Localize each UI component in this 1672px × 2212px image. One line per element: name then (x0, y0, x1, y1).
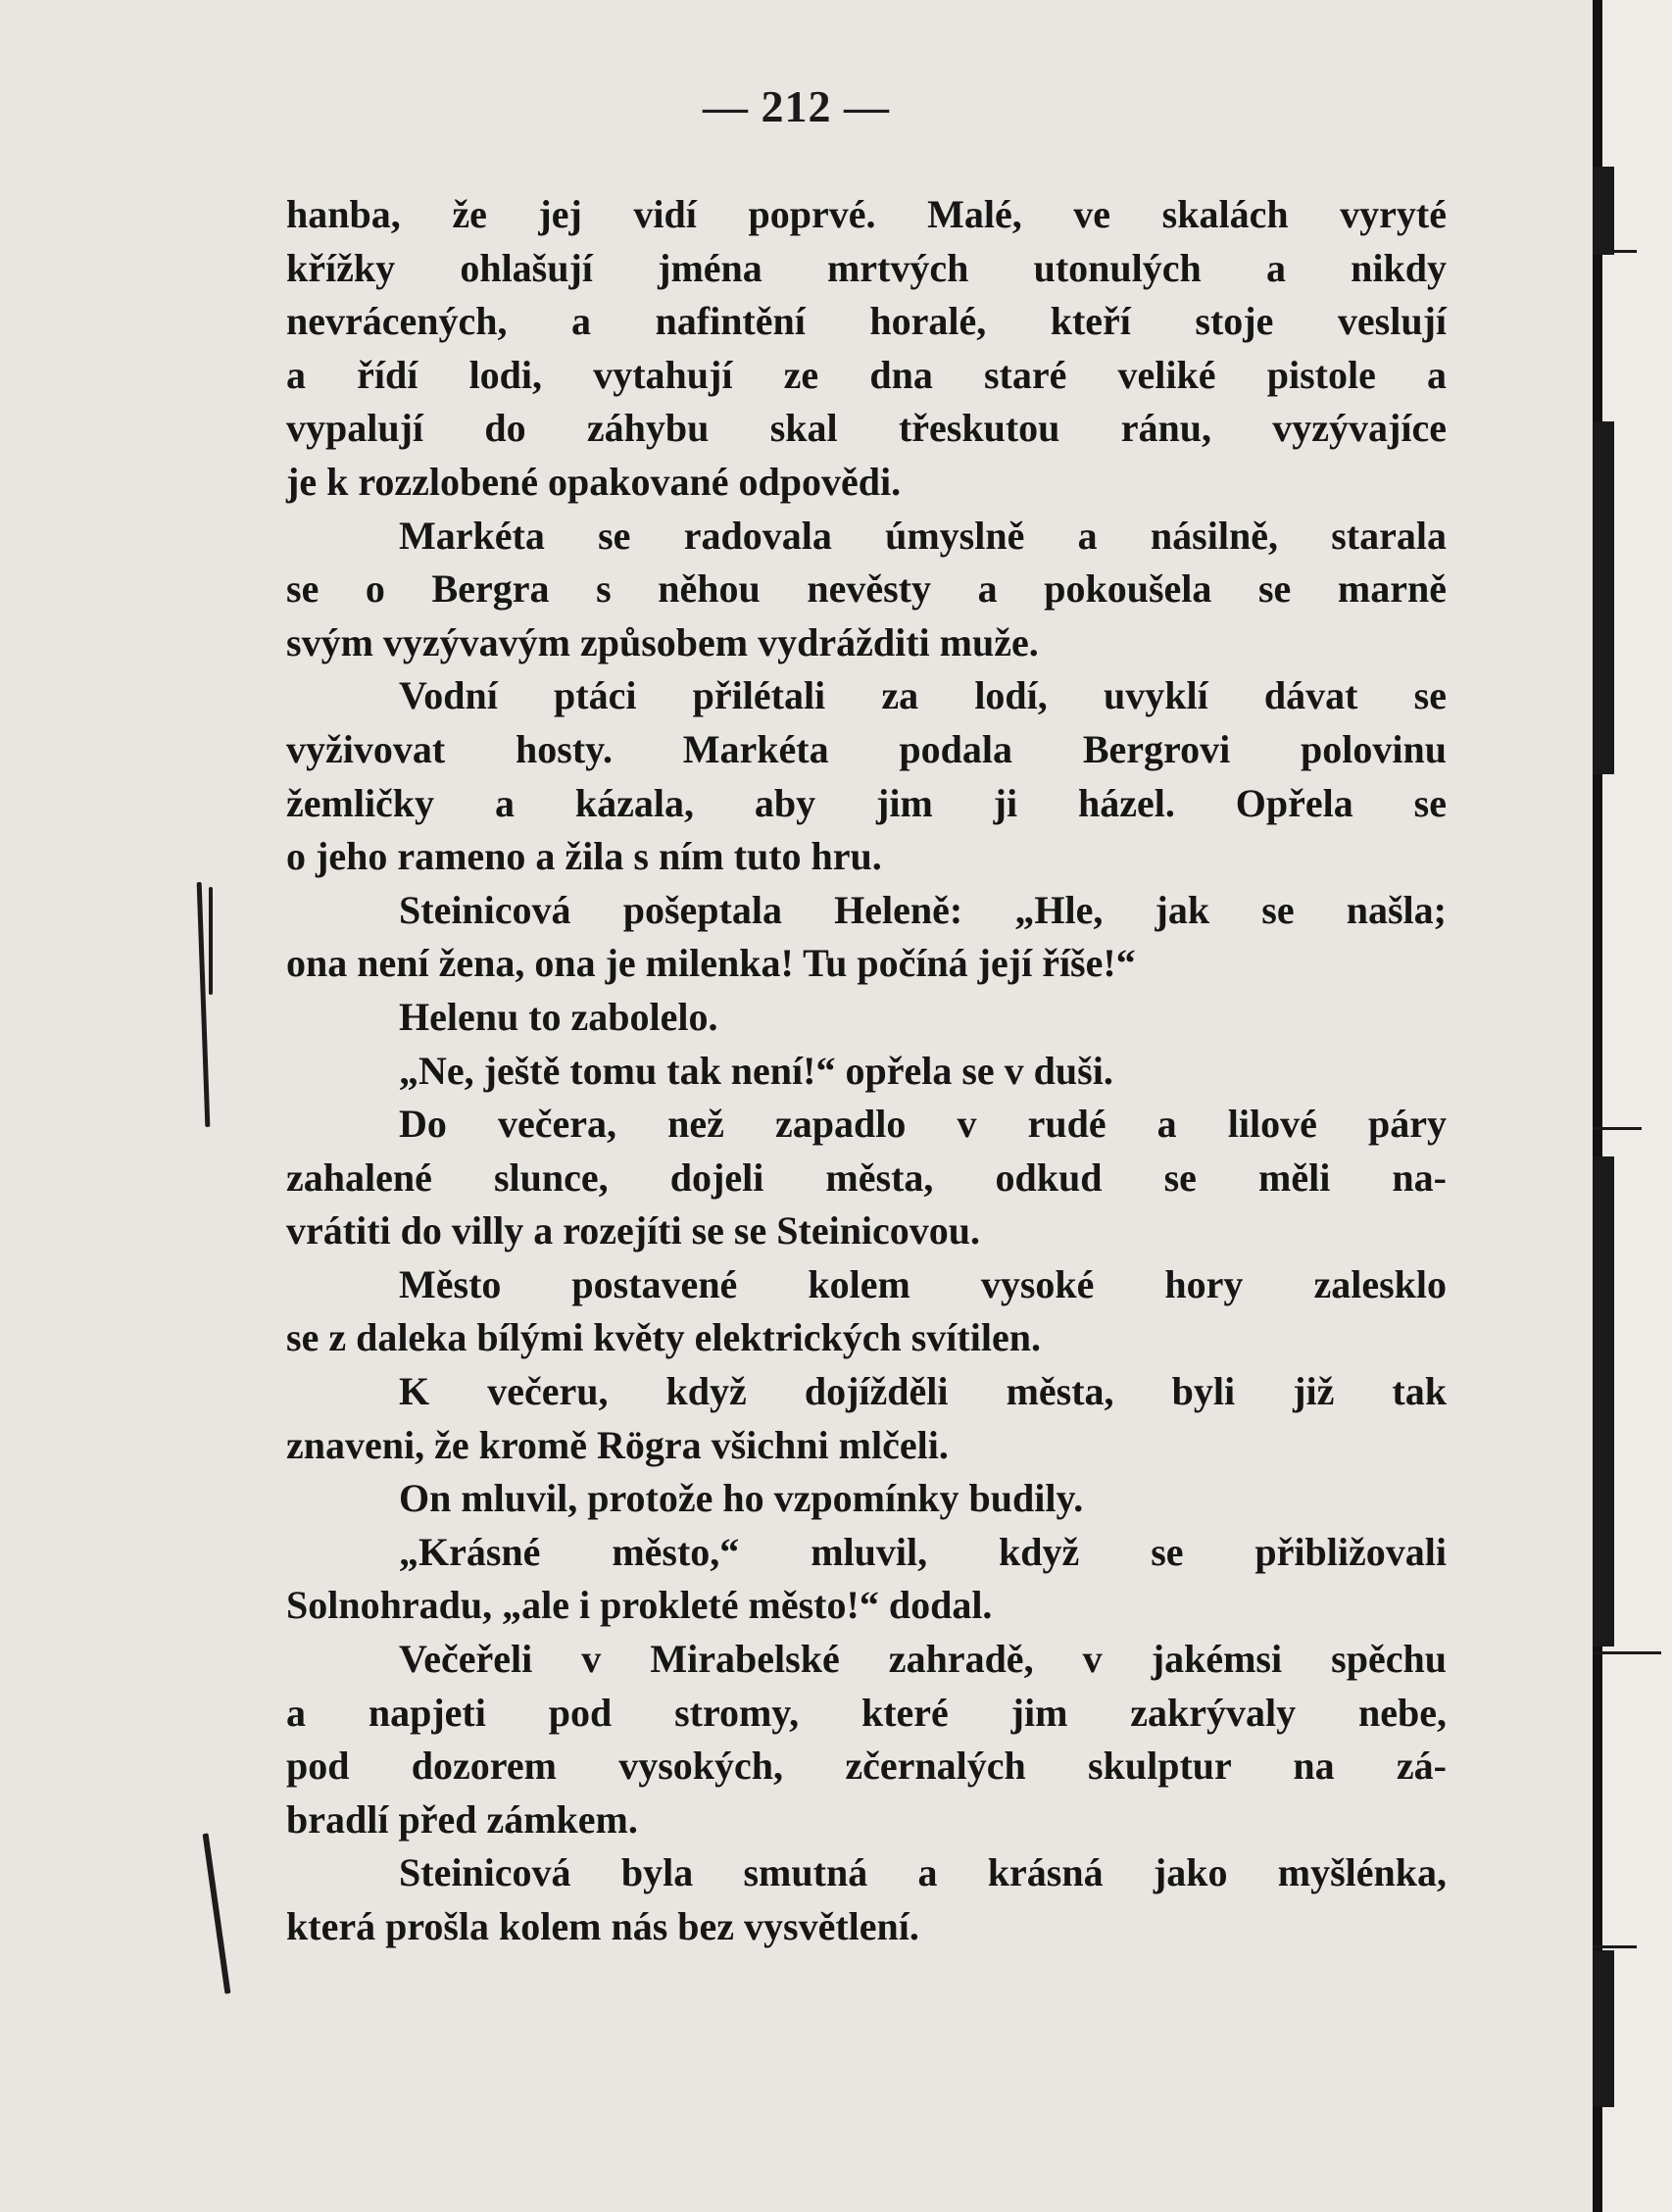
text-line: zahalené slunce, dojeli města, odkud se měli na- (286, 1155, 1447, 1200)
margin-pencil-mark (203, 1833, 231, 1993)
text-line: vypalují do záhybu skal třeskutou ránu, vyzývajíce (286, 406, 1447, 451)
text-line: hanba, že jej vidí poprvé. Malé, ve skalách vyryté (286, 192, 1447, 236)
text-line: nevrácených, a nafintění horalé, kteří stoje veslují (286, 299, 1447, 344)
text-line: vyživovat hosty. Markéta podala Bergrovi polovinu (286, 726, 1447, 771)
text-line: Steinicová byla smutná a krásná jako myšlénka, (399, 1850, 1447, 1895)
text-line: „Ne, ještě tomu tak není!“ opřela se v duši. (399, 1048, 1113, 1093)
text-line: žemličky a kázala, aby jim ji házel. Opřela se (286, 780, 1447, 825)
text-line: Steinicová pošeptala Heleně: „Hle, jak se našla; (399, 887, 1447, 932)
text-line: pod dozorem vysokých, zčernalých skulptur na zá- (286, 1744, 1447, 1789)
text-line: ona není žena, ona je milenka! Tu počíná její říše!“ (286, 941, 1136, 986)
text-line: Solnohradu, „ale i prokleté město!“ dodal. (286, 1583, 993, 1628)
text-line: se o Bergra s něhou nevěsty a pokoušela se marně (286, 566, 1447, 612)
text-line: Večeřeli v Mirabelské zahradě, v jakémsi spěchu (399, 1637, 1447, 1682)
text-line: On mluvil, protože ho vzpomínky budily. (399, 1476, 1084, 1521)
text-line: o jeho rameno a žila s ním tuto hru. (286, 834, 882, 879)
text-line: se z daleka bílými květy elektrických svítilen. (286, 1315, 1041, 1360)
margin-pencil-mark (209, 887, 213, 995)
text-line: Markéta se radovala úmyslně a násilně, starala (399, 513, 1447, 558)
text-line: křížky ohlašují jména mrtvých utonulých a nikdy (286, 245, 1447, 290)
text-line: která prošla kolem nás bez vysvětlení. (286, 1904, 919, 1948)
text-line: Vodní ptáci přilétali za lodí, uvyklí dávat se (399, 673, 1447, 718)
text-line: K večeru, když dojížděli města, byli již tak (399, 1369, 1447, 1414)
text-line: a řídí lodi, vytahují ze dna staré veliké pistole a (286, 352, 1447, 397)
text-line: je k rozzlobené opakované odpovědi. (286, 459, 902, 504)
book-binding-edge (1593, 0, 1672, 2212)
body-text (286, 188, 1447, 1954)
page-number: — 212 — (703, 81, 890, 131)
text-line: Helenu to zabolelo. (399, 994, 718, 1039)
text-line: bradlí před zámkem. (286, 1796, 638, 1842)
text-line: a napjeti pod stromy, které jim zakrývaly nebe, (286, 1690, 1447, 1735)
text-line: „Krásné město,“ mluvil, když se přibližovali (399, 1529, 1447, 1574)
text-line: Město postavené kolem vysoké hory zalesklo (399, 1261, 1447, 1306)
text-line: Do večera, než zapadlo v rudé a lilové páry (399, 1102, 1447, 1147)
text-line: vrátiti do villy a rozejíti se se Steinicovou. (286, 1208, 981, 1253)
text-line: svým vyzývavým způsobem vydrážditi muže. (286, 619, 1039, 664)
text-line: znaveni, že kromě Rögra všichni mlčeli. (286, 1422, 949, 1467)
